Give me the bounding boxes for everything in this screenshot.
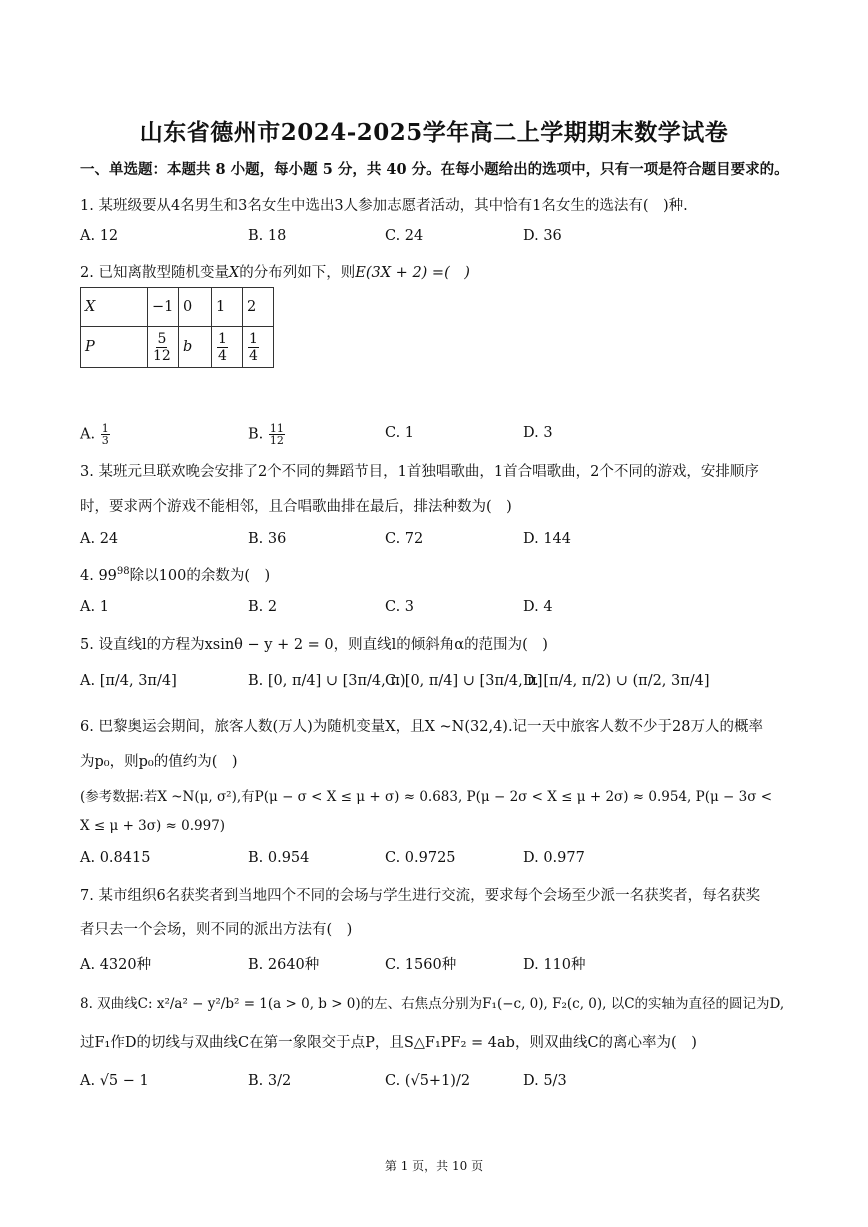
option-c: C. 1560种 — [385, 957, 457, 973]
option-a: A. 1 — [80, 599, 109, 615]
option-c: C. (√5+1)/2 — [385, 1073, 471, 1089]
option-d: D. 110种 — [523, 957, 586, 973]
denominator: 12 — [269, 434, 284, 447]
option-d: D. 0.977 — [523, 850, 585, 866]
table-cell: 0 — [179, 288, 212, 327]
question-1-options — [80, 228, 800, 252]
option-b: B. 36 — [248, 531, 287, 547]
option-a: A. 24 — [80, 531, 119, 547]
option-d: D. 3 — [523, 425, 553, 441]
option-a: A. 12 — [80, 228, 119, 244]
option-d: D. [π/4, π/2) ∪ (π/2, 3π/4] — [523, 673, 710, 689]
table-cell: 1 — [212, 288, 243, 327]
stem-text: 4. 99 — [80, 568, 117, 584]
question-6-line1: 6. 巴黎奥运会期间，旅客人数(万人)为随机变量X，且X ~N(32,4).记一天中旅客人数不少于28万人的概率 — [80, 719, 764, 735]
option-a: A. 4320种 — [80, 957, 152, 973]
option-b: B. 18 — [248, 228, 287, 244]
question-2-options — [80, 423, 800, 447]
option-c: C. 24 — [385, 228, 424, 244]
option-b — [248, 423, 286, 446]
question-7-line1: 7. 某市组织6名获奖者到当地四个不同的会场与学生进行交流，要求每个会场至少派一名获奖者，每名获奖 — [80, 888, 761, 904]
numerator: 1 — [249, 330, 258, 347]
question-3-line1: 3. 某班元旦联欢晚会安排了2个不同的舞蹈节目，1首独唱歌曲，1首合唱歌曲，2个不同的游戏，安排顺序 — [80, 464, 759, 480]
page-footer: 第 1 页，共 10 页 — [384, 1159, 484, 1173]
option-c: C. 0.9725 — [385, 850, 456, 866]
question-7-line2: 者只去一个会场，则不同的派出方法有( ) — [80, 922, 353, 938]
question-1-stem: 1. 某班级要从4名男生和3名女生中选出3人参加志愿者活动，其中恰有1名女生的选法有( )种. — [80, 198, 688, 214]
table-row — [81, 288, 274, 327]
option-a — [80, 423, 111, 446]
option-a: A. √5 − 1 — [80, 1073, 149, 1089]
option-b: B. 2 — [248, 599, 278, 615]
question-2-stem — [80, 261, 470, 282]
question-8-line2: 过F₁作D的切线与双曲线C在第一象限交于点P，且S△F₁PF₂ = 4ab，则双曲线C的离心率为( ) — [80, 1035, 697, 1051]
option-b: B. 2640种 — [248, 957, 320, 973]
question-8-options — [80, 1073, 800, 1097]
table-cell: −1 — [148, 288, 179, 327]
stem-variable: X — [228, 265, 240, 281]
fraction — [101, 423, 110, 446]
question-5-stem: 5. 设直线l的方程为xsinθ − y + 2 = 0，则直线l的倾斜角α的范围为( ) — [80, 637, 548, 653]
table-cell: P — [81, 327, 148, 368]
question-6-line2: 为p₀，则p₀的值约为( ) — [80, 754, 238, 770]
question-4-options — [80, 599, 800, 623]
fraction — [248, 331, 259, 364]
exponent: 98 — [116, 566, 130, 578]
question-3-line2: 时，要求两个游戏不能相邻，且合唱歌曲排在最后，排法种数为( ) — [80, 499, 512, 515]
numerator: 1 — [101, 422, 109, 435]
section-heading: 一、单选题：本题共 8 小题，每小题 5 分，共 40 分。在每小题给出的选项中，只有一项是符合题目要求的。 — [80, 161, 789, 178]
stem-expression: E(3X + 2) =( ) — [355, 265, 470, 281]
option-a: A. 0.8415 — [80, 850, 151, 866]
option-c: C. 1 — [385, 425, 415, 441]
table-cell — [243, 327, 274, 368]
numerator: 11 — [269, 422, 284, 435]
numerator: 1 — [218, 330, 227, 347]
table-row — [81, 327, 274, 368]
option-label: A. — [80, 426, 96, 443]
question-7-options — [80, 953, 800, 977]
exam-title: 山东省德州市2024-2025学年高二上学期期末数学试卷 — [139, 119, 729, 146]
option-d: D. 36 — [523, 228, 562, 244]
fraction — [153, 331, 171, 364]
option-d: D. 5/3 — [523, 1073, 567, 1089]
question-6-reference-line1: (参考数据:若X ~N(μ, σ²),有P(μ − σ < X ≤ μ + σ) ≈ 0.683, P(μ − 2σ < X ≤ μ + 2σ) ≈ 0.954, P(μ − 3σ < — [80, 789, 773, 805]
option-c: C. 3 — [385, 599, 415, 615]
option-label: B. — [248, 426, 264, 443]
question-4-stem — [80, 564, 270, 585]
distribution-table — [80, 287, 274, 368]
question-6-reference-line2: X ≤ μ + 3σ) ≈ 0.997) — [80, 818, 226, 834]
table-cell — [148, 327, 179, 368]
stem-text: 的分布列如下，则 — [239, 265, 356, 281]
denominator: 4 — [218, 347, 227, 364]
option-b: B. [0, π/4] ∪ [3π/4, π) — [248, 673, 406, 689]
denominator: 3 — [101, 434, 109, 447]
question-3-options — [80, 531, 800, 555]
table-cell: b — [179, 327, 212, 368]
table-cell — [212, 327, 243, 368]
stem-text: 2. 已知离散型随机变量 — [80, 265, 229, 281]
table-cell: X — [81, 288, 148, 327]
option-b: B. 0.954 — [248, 850, 310, 866]
option-c: C. 72 — [385, 531, 424, 547]
question-8-line1: 8. 双曲线C: x²/a² − y²/b² = 1(a > 0, b > 0)的左、右焦点分别为F₁(−c, 0), F₂(c, 0), 以C的实轴为直径的圆记为D, — [80, 996, 785, 1012]
option-d: D. 144 — [523, 531, 572, 547]
question-6-options — [80, 850, 800, 874]
stem-text: 除以100的余数为( ) — [129, 568, 271, 584]
table-cell: 2 — [243, 288, 274, 327]
option-a: A. [π/4, 3π/4] — [80, 673, 177, 689]
numerator: 5 — [157, 330, 167, 347]
option-b: B. 3/2 — [248, 1073, 292, 1089]
option-c: C. [0, π/4] ∪ [3π/4, π] — [385, 673, 543, 689]
question-5-options — [80, 673, 800, 697]
fraction — [269, 423, 285, 446]
denominator: 4 — [249, 347, 258, 364]
fraction — [217, 331, 228, 364]
option-d: D. 4 — [523, 599, 553, 615]
denominator: 12 — [153, 347, 171, 364]
